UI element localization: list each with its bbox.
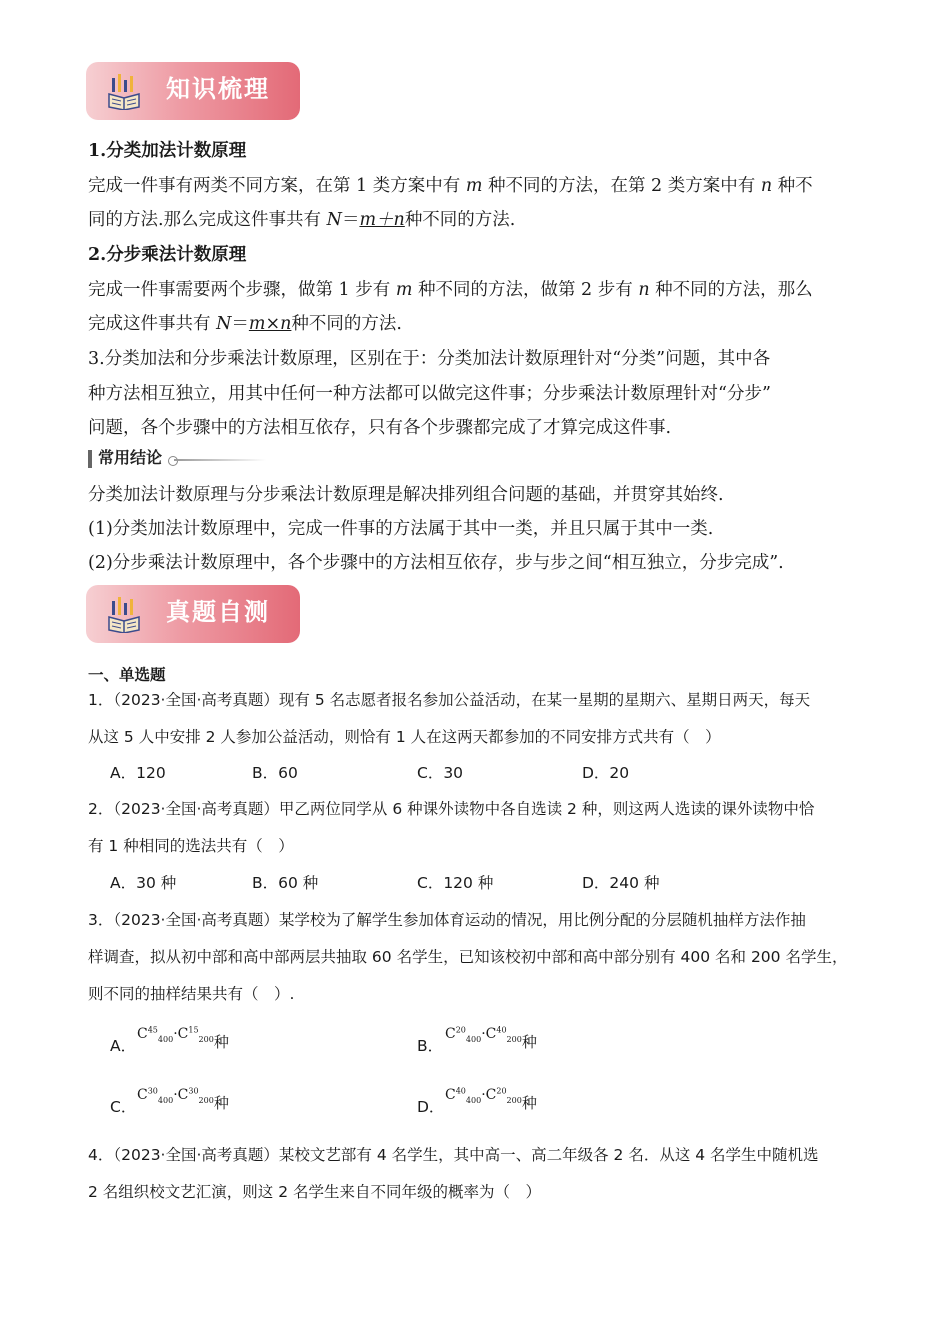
q2-option-c[interactable]: C．120 种 bbox=[417, 874, 494, 892]
paragraph-line: 种方法相互独立，用其中任何一种方法都可以做完这件事；分步乘法计数原理针对“分步” bbox=[88, 384, 771, 404]
q3-option-c-letter[interactable]: C． bbox=[110, 1098, 137, 1116]
paragraph-line: 完成这件事共有 N＝m×n种不同的方法. bbox=[88, 314, 402, 334]
conclusion-line: (1)分类加法计数原理中，完成一件事的方法属于其中一类，并且只属于其中一类. bbox=[88, 519, 714, 539]
tag-bar bbox=[88, 450, 92, 468]
paragraph-line: 完成一件事需要两个步骤，做第 1 步有 m 种不同的方法，做第 2 步有 n 种不同的方法，那么 bbox=[88, 280, 813, 300]
section-banner-test bbox=[86, 585, 300, 643]
question-3-text: 3．（2023·全国·高考真题）某学校为了解学生参加体育运动的情况，用比例分配的分层随机抽样方法作抽 bbox=[88, 911, 806, 929]
q2-option-b[interactable]: B．60 种 bbox=[252, 874, 319, 892]
q1-option-c[interactable]: C．30 bbox=[417, 764, 464, 782]
conclusion-line: 分类加法计数原理与分步乘法计数原理是解决排列组合问题的基础，并贯穿其始终. bbox=[88, 485, 724, 505]
q1-option-d[interactable]: D．20 bbox=[582, 764, 630, 782]
q1-option-a[interactable]: A．120 bbox=[110, 764, 166, 782]
book-icon bbox=[108, 72, 142, 110]
question-3-text: 则不同的抽样结果共有（ ）. bbox=[88, 985, 295, 1003]
paragraph-line: 同的方法.那么完成这件事共有 N＝m＋n种不同的方法. bbox=[88, 210, 516, 230]
tag-line bbox=[174, 459, 266, 461]
section-banner-knowledge bbox=[86, 62, 300, 120]
q2-option-a[interactable]: A．30 种 bbox=[110, 874, 177, 892]
tag-label: 常用结论 bbox=[98, 448, 163, 467]
question-3-text: 样调查，拟从初中部和高中部两层共抽取 60 名学生，已知该校初中部和高中部分别有 400 名和 200 名学生， bbox=[88, 948, 848, 966]
q3-option-b-formula[interactable]: $C^{20}_{400}\cdot C^{40}_{200}$种 bbox=[445, 1025, 537, 1051]
q3-option-c-formula[interactable]: $C^{30}_{400}\cdot C^{30}_{200}$种 bbox=[137, 1086, 229, 1112]
q3-option-d-letter[interactable]: D． bbox=[417, 1098, 445, 1116]
section-title: 真题自测 bbox=[166, 598, 270, 626]
q3-option-d-formula[interactable]: $C^{40}_{400}\cdot C^{20}_{200}$种 bbox=[445, 1086, 537, 1112]
question-2-text: 有 1 种相同的选法共有（ ） bbox=[88, 837, 294, 855]
paragraph-line: 问题，各个步骤中的方法相互依存，只有各个步骤都完成了才算完成这件事. bbox=[88, 418, 672, 438]
conclusion-tag bbox=[88, 448, 228, 470]
tag-dot bbox=[168, 456, 178, 466]
q3-option-b-letter[interactable]: B． bbox=[417, 1037, 444, 1055]
question-2-text: 2．（2023·全国·高考真题）甲乙两位同学从 6 种课外读物中各自选读 2 种，则这两人选读的课外读物中恰 bbox=[88, 800, 815, 818]
q2-option-d[interactable]: D．240 种 bbox=[582, 874, 660, 892]
section-title: 知识梳理 bbox=[166, 75, 270, 103]
q3-option-a-formula[interactable]: $C^{45}_{400}\cdot C^{15}_{200}$种 bbox=[137, 1025, 229, 1051]
question-4-text: 4．（2023·全国·高考真题）某校文艺部有 4 名学生，其中高一、高二年级各 2 名．从这 4 名学生中随机选 bbox=[88, 1146, 819, 1164]
heading-multiplication-principle: 2.分步乘法计数原理 bbox=[88, 245, 247, 265]
question-section-heading: 一、单选题 bbox=[88, 666, 166, 684]
paragraph-line: 完成一件事有两类不同方案，在第 1 类方案中有 m 种不同的方法，在第 2 类方案中有 n 种不 bbox=[88, 176, 813, 196]
book-icon bbox=[108, 595, 142, 633]
question-1-text: 1．（2023·全国·高考真题）现有 5 名志愿者报名参加公益活动，在某一星期的星期六、星期日两天，每天 bbox=[88, 691, 811, 709]
conclusion-line: (2)分步乘法计数原理中，各个步骤中的方法相互依存，步与步之间“相互独立，分步完成”. bbox=[88, 553, 784, 573]
question-1-text: 从这 5 人中安排 2 人参加公益活动，则恰有 1 人在这两天都参加的不同安排方式共有（ ） bbox=[88, 728, 721, 746]
heading-addition-principle: 1.分类加法计数原理 bbox=[88, 141, 247, 161]
q3-option-a-letter[interactable]: A． bbox=[110, 1037, 137, 1055]
q1-option-b[interactable]: B．60 bbox=[252, 764, 298, 782]
question-4-text: 2 名组织校文艺汇演，则这 2 名学生来自不同年级的概率为（ ） bbox=[88, 1183, 542, 1201]
paragraph-line: 3.分类加法和分步乘法计数原理，区别在于：分类加法计数原理针对“分类”问题，其中各 bbox=[88, 349, 771, 369]
